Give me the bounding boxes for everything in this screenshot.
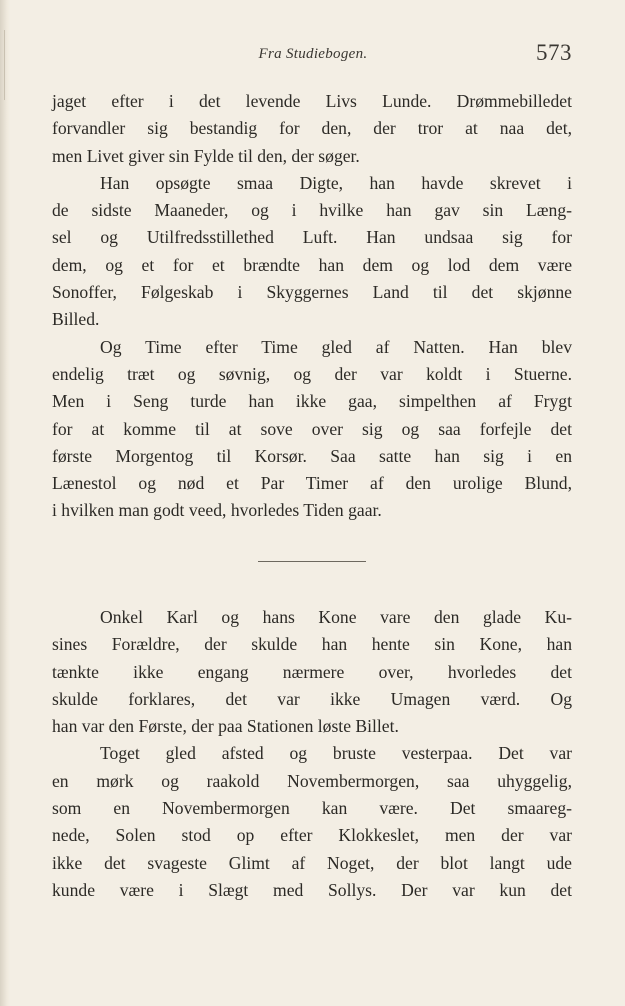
text-line: Han opsøgte smaa Digte, han havde skrevet i [100,172,572,193]
text-line: men Livet giver sin Fylde til den, der søger. [52,145,360,166]
text-line: skulde forklares, det var ikke Umagen værd. Og [52,688,572,709]
text-line: første Morgentog til Korsør. Saa satte han sig i en [52,445,572,466]
body-text-section-1 [52,88,572,525]
running-head [52,40,574,74]
text-line: ikke det svageste Glimt af Noget, der blot langt ude [52,852,572,873]
text-line: de sidste Maaneder, og i hvilke han gav sin Læng- [52,200,572,221]
binding-mark [4,30,5,100]
text-line: sel og Utilfredsstillethed Luft. Han undsaa sig for [52,227,572,248]
text-line: han var den Første, der paa Stationen løste Billet. [52,716,399,737]
body-text-section-2 [52,604,572,904]
text-line: forvandler sig bestandig for den, der tror at naa det, [52,118,572,139]
text-line: kunde være i Slægt med Sollys. Der var kun det [52,879,572,900]
text-line: en mørk og raakold Novembermorgen, saa uhyggelig, [52,770,572,791]
text-line: tænkte ikke engang nærmere over, hvorledes det [52,661,572,682]
text-line: Men i Seng turde han ikke gaa, simpelthen af Frygt [52,391,572,412]
text-line: sines Forældre, der skulde han hente sin Kone, han [52,634,572,655]
text-line: i hvilken man godt veed, hvorledes Tiden gaar. [52,500,382,521]
text-line: Lænestol og nød et Par Timer af den urolige Blund, [52,473,572,494]
text-line: nede, Solen stod op efter Klokkeslet, men der var [52,825,572,846]
running-title: Fra Studiebogen. [258,46,368,62]
text-line: Onkel Karl og hans Kone vare den glade Ku- [100,607,572,627]
text-line: endelig træt og søvnig, og der var koldt i Stuerne. [52,363,572,384]
section-divider [258,561,366,562]
text-line: Sonoffer, Følgeskab i Skyggernes Land til det skjønne [52,282,572,303]
text-line: dem, og et for et brændte han dem og lod dem være [52,254,572,275]
page-edge-shadow [0,0,10,1006]
text-line: jaget efter i det levende Livs Lunde. Drømmebilledet [52,91,572,111]
text-line: Toget gled afsted og bruste vesterpaa. Det var [100,743,572,764]
text-line: for at komme til at sove over sig og saa forfejle det [52,418,572,439]
text-line: som en Novembermorgen kan være. Det smaareg- [52,798,572,819]
page-number: 573 [536,40,572,65]
text-line: Og Time efter Time gled af Natten. Han blev [100,336,572,357]
text-line: Billed. [52,309,100,330]
